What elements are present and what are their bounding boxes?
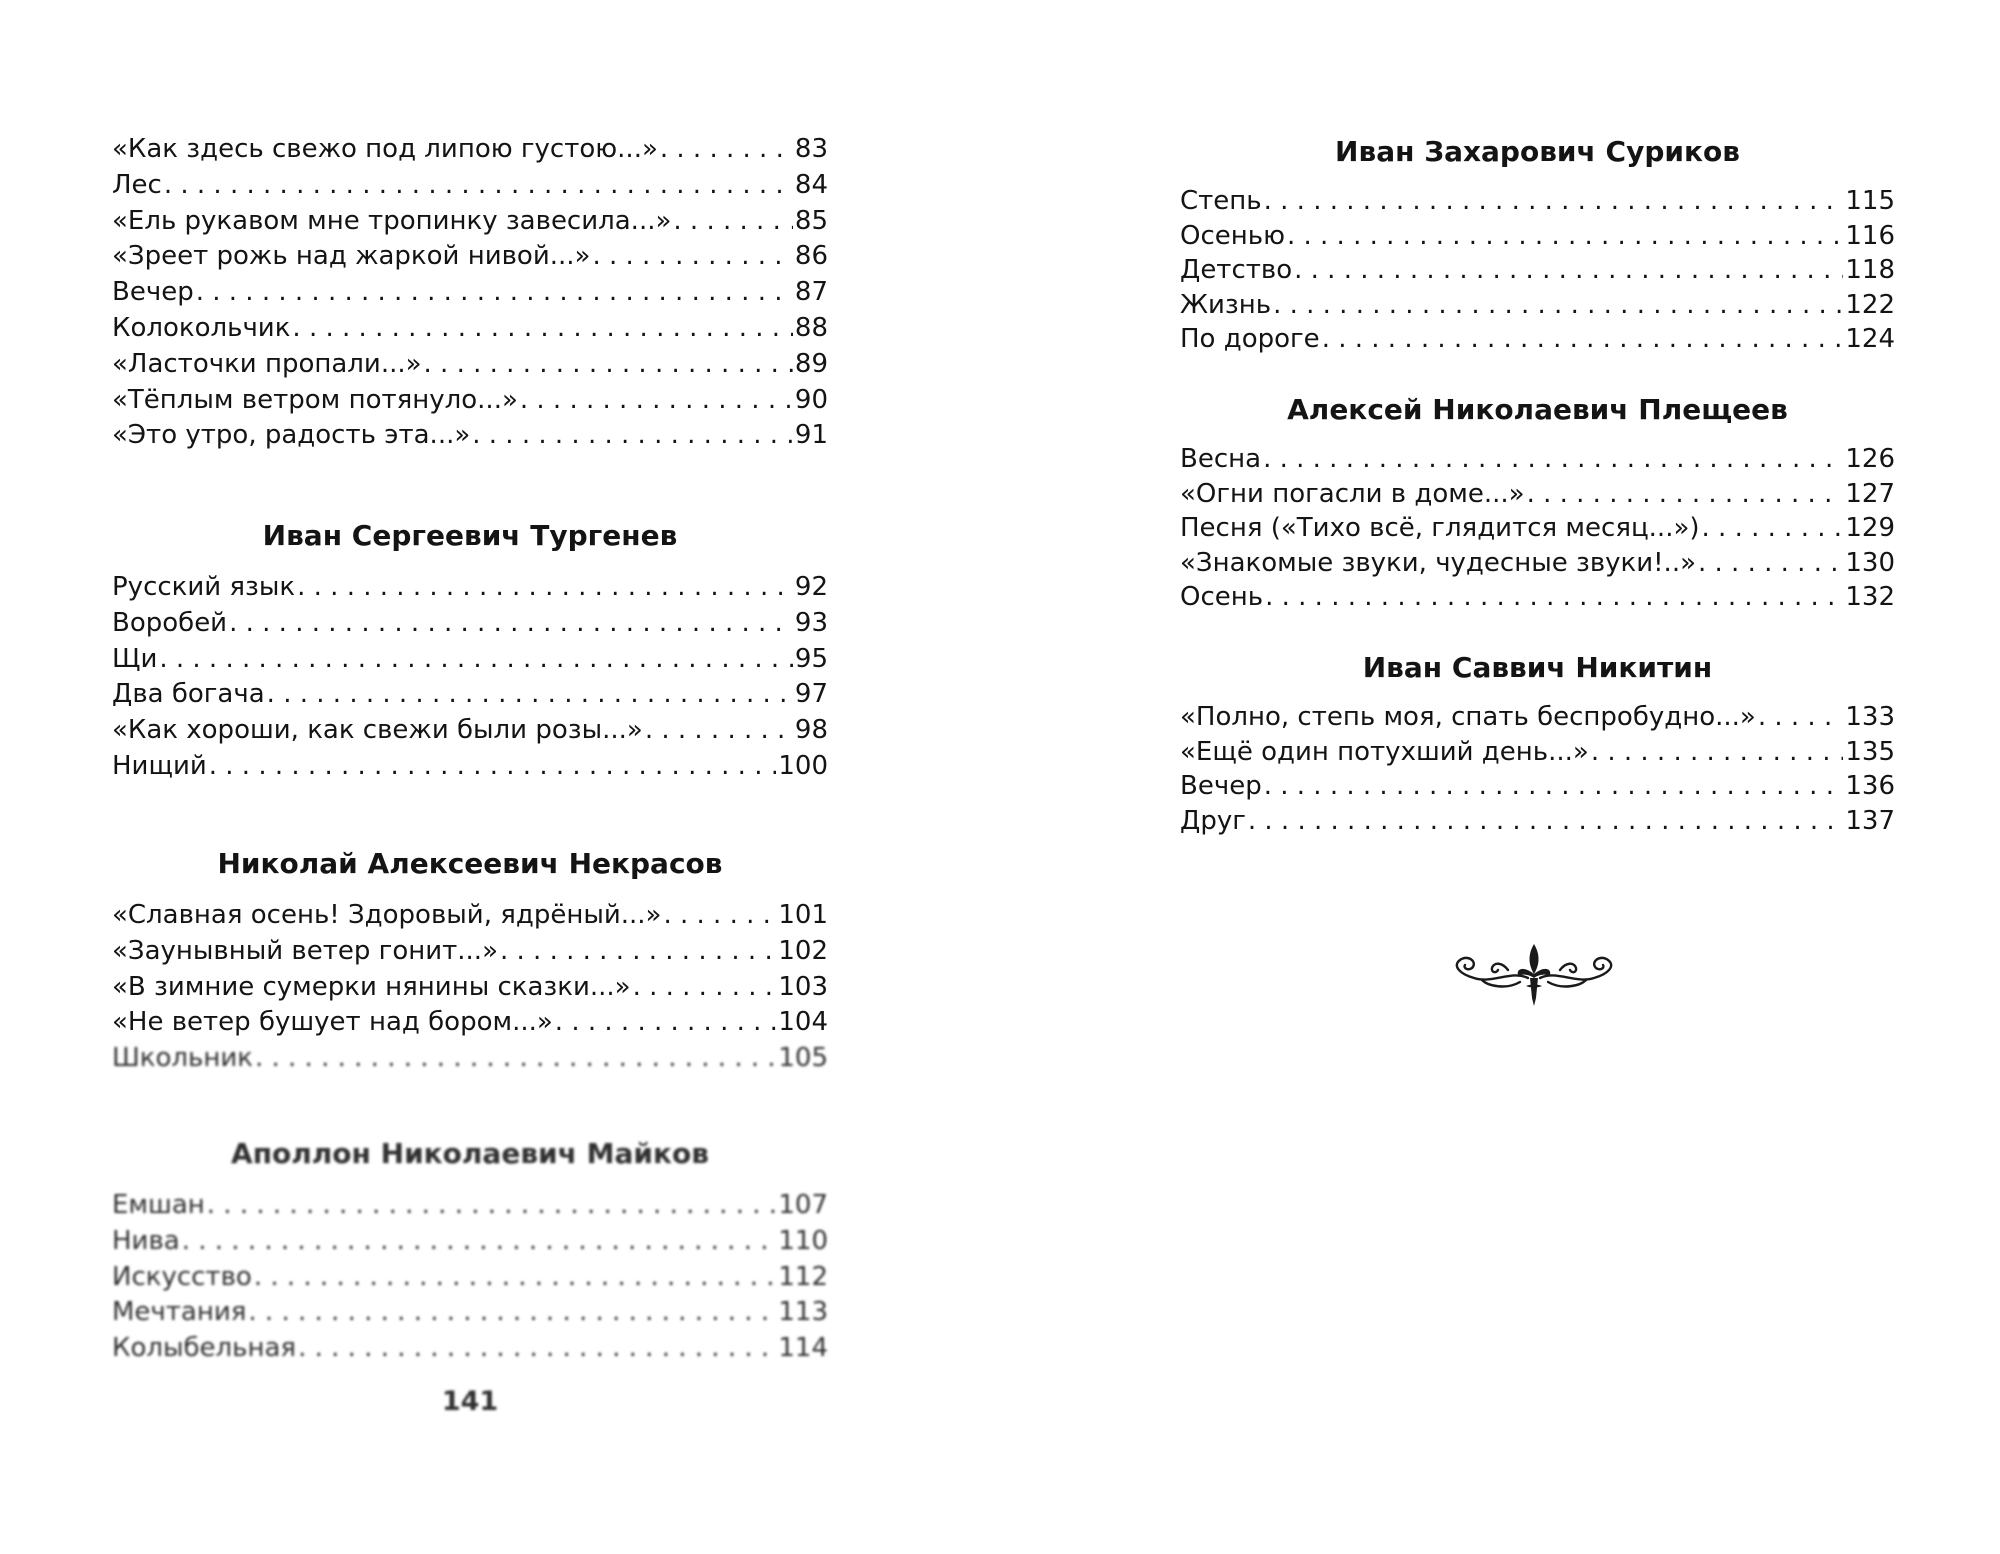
toc-entry[interactable]: Вечер . . . 87: [112, 275, 828, 311]
toc-entry[interactable]: Нива . . . 110: [112, 1224, 828, 1260]
toc-entry[interactable]: Осенью . . . 116: [1180, 219, 1895, 254]
author-heading: Аполлон Николаевич Майков: [231, 1137, 709, 1170]
author-heading: Николай Алексеевич Некрасов: [217, 847, 723, 880]
toc-entry[interactable]: Нищий . . . 100: [112, 749, 828, 785]
toc-section-nikitin: [1180, 650, 1895, 838]
toc-entry[interactable]: Школьник . . . 105: [112, 1041, 828, 1077]
toc-entry[interactable]: Мечтания . . . 113: [112, 1295, 828, 1331]
toc-entry[interactable]: Осень . . . 132: [1180, 580, 1895, 615]
toc-entry[interactable]: Лес . . . 84: [112, 168, 828, 204]
author-heading: Алексей Николаевич Плещеев: [1287, 393, 1788, 426]
toc-section-nekrasov: [112, 846, 828, 1077]
toc-entry[interactable]: «Как здесь свежо под липою густою...» . . . 83: [112, 132, 828, 168]
toc-entry[interactable]: Детство . . . 118: [1180, 253, 1895, 288]
fleuron-ornament-icon: [1448, 940, 1620, 1012]
toc-continued-section: [112, 132, 828, 454]
toc-section-maikov: [112, 1136, 828, 1367]
toc-entry[interactable]: «Полно, степь моя, спать беспробудно...» . . . 133: [1180, 700, 1895, 735]
toc-entry[interactable]: «Это утро, радость эта...» . . . 91: [112, 418, 828, 454]
toc-entry[interactable]: Колокольчик . . . 88: [112, 311, 828, 347]
toc-entry[interactable]: «Ласточки пропали...» . . . 89: [112, 347, 828, 383]
toc-entry[interactable]: По дороге . . . 124: [1180, 322, 1895, 357]
toc-entry[interactable]: «Славная осень! Здоровый, ядрёный...» . . . 101: [112, 898, 828, 934]
toc-entry[interactable]: Искусство . . . 112: [112, 1260, 828, 1296]
toc-entry[interactable]: Друг . . . 137: [1180, 804, 1895, 839]
author-heading: Иван Сергеевич Тургенев: [262, 519, 678, 552]
author-heading: Иван Саввич Никитин: [1362, 651, 1713, 684]
toc-entry[interactable]: «Зреет рожь над жаркой нивой...» . . . 86: [112, 239, 828, 275]
toc-entry[interactable]: Воробей . . . 93: [112, 606, 828, 642]
toc-entry[interactable]: Щи . . . 95: [112, 642, 828, 678]
toc-section-surikov: [1180, 134, 1895, 357]
toc-section-turgenev: [112, 518, 828, 785]
toc-entry[interactable]: «Не ветер бушует над бором...» . . . 104: [112, 1005, 828, 1041]
toc-entry[interactable]: «Заунывный ветер гонит...» . . . 102: [112, 934, 828, 970]
toc-entry[interactable]: Весна . . . 126: [1180, 442, 1895, 477]
toc-entry[interactable]: «Ель рукавом мне тропинку завесила...» . . . 85: [112, 204, 828, 240]
toc-entry[interactable]: Жизнь . . . 122: [1180, 288, 1895, 323]
toc-entry[interactable]: «Огни погасли в доме...» . . . 127: [1180, 477, 1895, 512]
page-number: 141: [441, 1386, 499, 1417]
toc-entry[interactable]: Песня («Тихо всё, глядится месяц...») . . . 129: [1180, 511, 1895, 546]
toc-entry[interactable]: «В зимние сумерки нянины сказки...» . . . 103: [112, 970, 828, 1006]
author-heading: Иван Захарович Суриков: [1335, 135, 1740, 168]
toc-entry[interactable]: Емшан . . . 107: [112, 1188, 828, 1224]
toc-entry[interactable]: «Ещё один потухший день...» . . . 135: [1180, 735, 1895, 770]
toc-entry[interactable]: Вечер . . . 136: [1180, 769, 1895, 804]
toc-entry[interactable]: «Как хороши, как свежи были розы...» . . . 98: [112, 713, 828, 749]
toc-entry[interactable]: Колыбельная . . . 114: [112, 1331, 828, 1367]
toc-section-pleshcheev: [1180, 392, 1895, 615]
toc-entry[interactable]: «Тёплым ветром потянуло...» . . . 90: [112, 383, 828, 419]
toc-entry[interactable]: Русский язык . . . 92: [112, 570, 828, 606]
toc-entry[interactable]: Два богача . . . 97: [112, 677, 828, 713]
toc-entry[interactable]: Степь . . . 115: [1180, 184, 1895, 219]
toc-entry[interactable]: «Знакомые звуки, чудесные звуки!..» . . . 130: [1180, 546, 1895, 581]
